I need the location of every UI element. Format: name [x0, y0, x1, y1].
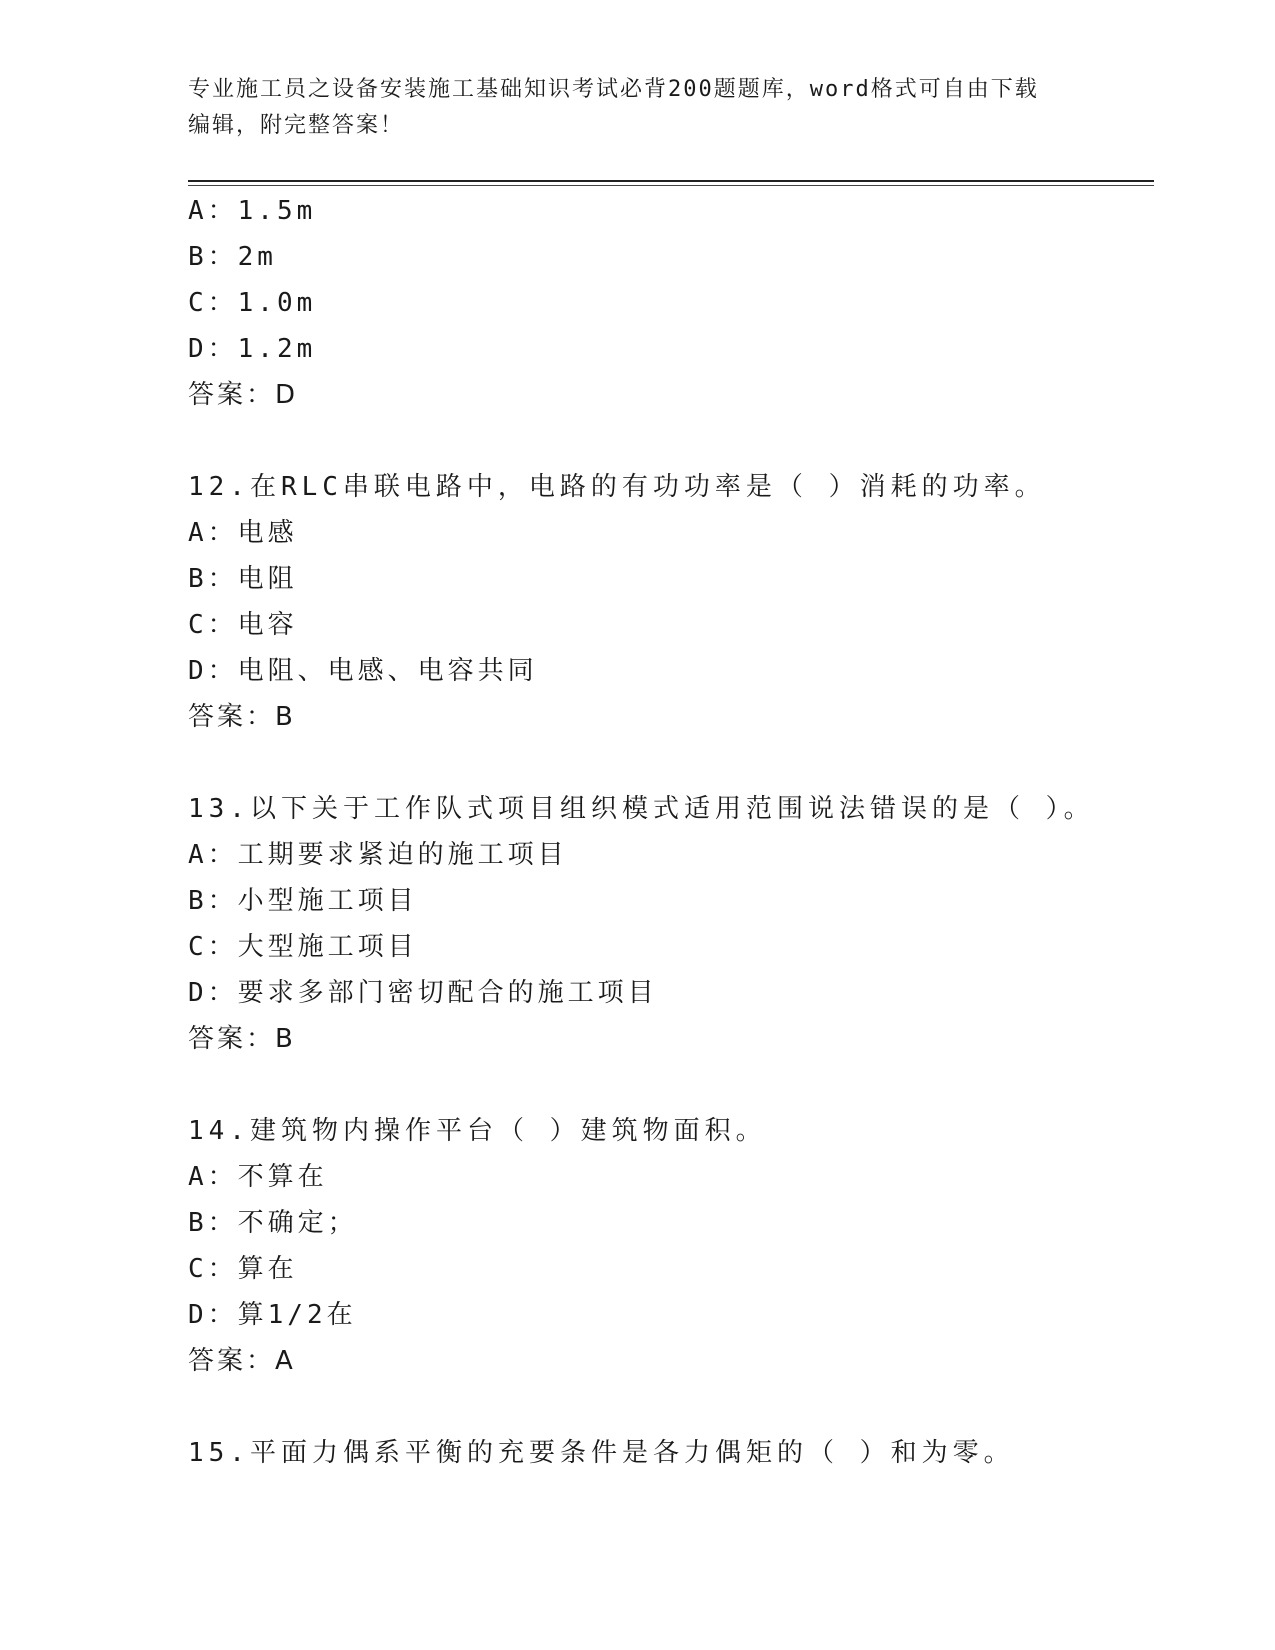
option-c: C：电容	[188, 610, 298, 640]
option-d: D：1.2m	[188, 334, 317, 364]
question-block-13	[188, 786, 1154, 1062]
question-text: 14.建筑物内操作平台（ ）建筑物面积。	[188, 1116, 767, 1146]
question-block-14	[188, 1108, 1154, 1384]
option-a: A：电感	[188, 518, 298, 548]
option-b: B：不确定；	[188, 1208, 358, 1238]
option-c: C：大型施工项目	[188, 932, 418, 962]
header-title-line2: 编辑，附完整答案！	[188, 113, 405, 138]
option-a: A：工期要求紧迫的施工项目	[188, 840, 568, 870]
question-block-11	[188, 188, 1154, 418]
option-c: C：1.0m	[188, 288, 317, 318]
header-divider-thin	[188, 185, 1154, 186]
question-text: 15.平面力偶系平衡的充要条件是各力偶矩的（ ）和为零。	[188, 1438, 1015, 1468]
option-c: C：算在	[188, 1254, 298, 1284]
option-d: D：电阻、电感、电容共同	[188, 656, 538, 686]
answer-line: 答案：B	[188, 702, 296, 732]
question-list	[188, 188, 1154, 1476]
option-d: D：算1/2在	[188, 1300, 357, 1330]
document-header	[188, 72, 1088, 144]
header-title-line1: 专业施工员之设备安装施工基础知识考试必背200题题库，word格式可自由下载	[188, 77, 1039, 102]
option-b: B：小型施工项目	[188, 886, 418, 916]
question-block-15	[188, 1430, 1154, 1476]
question-block-12	[188, 464, 1154, 740]
option-a: A：不算在	[188, 1162, 328, 1192]
question-gap	[188, 1062, 1154, 1108]
question-gap	[188, 1384, 1154, 1430]
answer-line: 答案：B	[188, 1024, 296, 1054]
answer-line: 答案：A	[188, 1346, 296, 1376]
answer-line: 答案：D	[188, 380, 299, 410]
option-a: A：1.5m	[188, 196, 317, 226]
option-b: B：2m	[188, 242, 277, 272]
option-b: B：电阻	[188, 564, 298, 594]
question-gap	[188, 418, 1154, 464]
question-text: 13.以下关于工作队式项目组织模式适用范围说法错误的是（ ）。	[188, 794, 1095, 824]
question-gap	[188, 740, 1154, 786]
option-d: D：要求多部门密切配合的施工项目	[188, 978, 658, 1008]
header-divider	[188, 180, 1154, 182]
question-text: 12.在RLC串联电路中，电路的有功功率是（ ）消耗的功率。	[188, 472, 1046, 502]
